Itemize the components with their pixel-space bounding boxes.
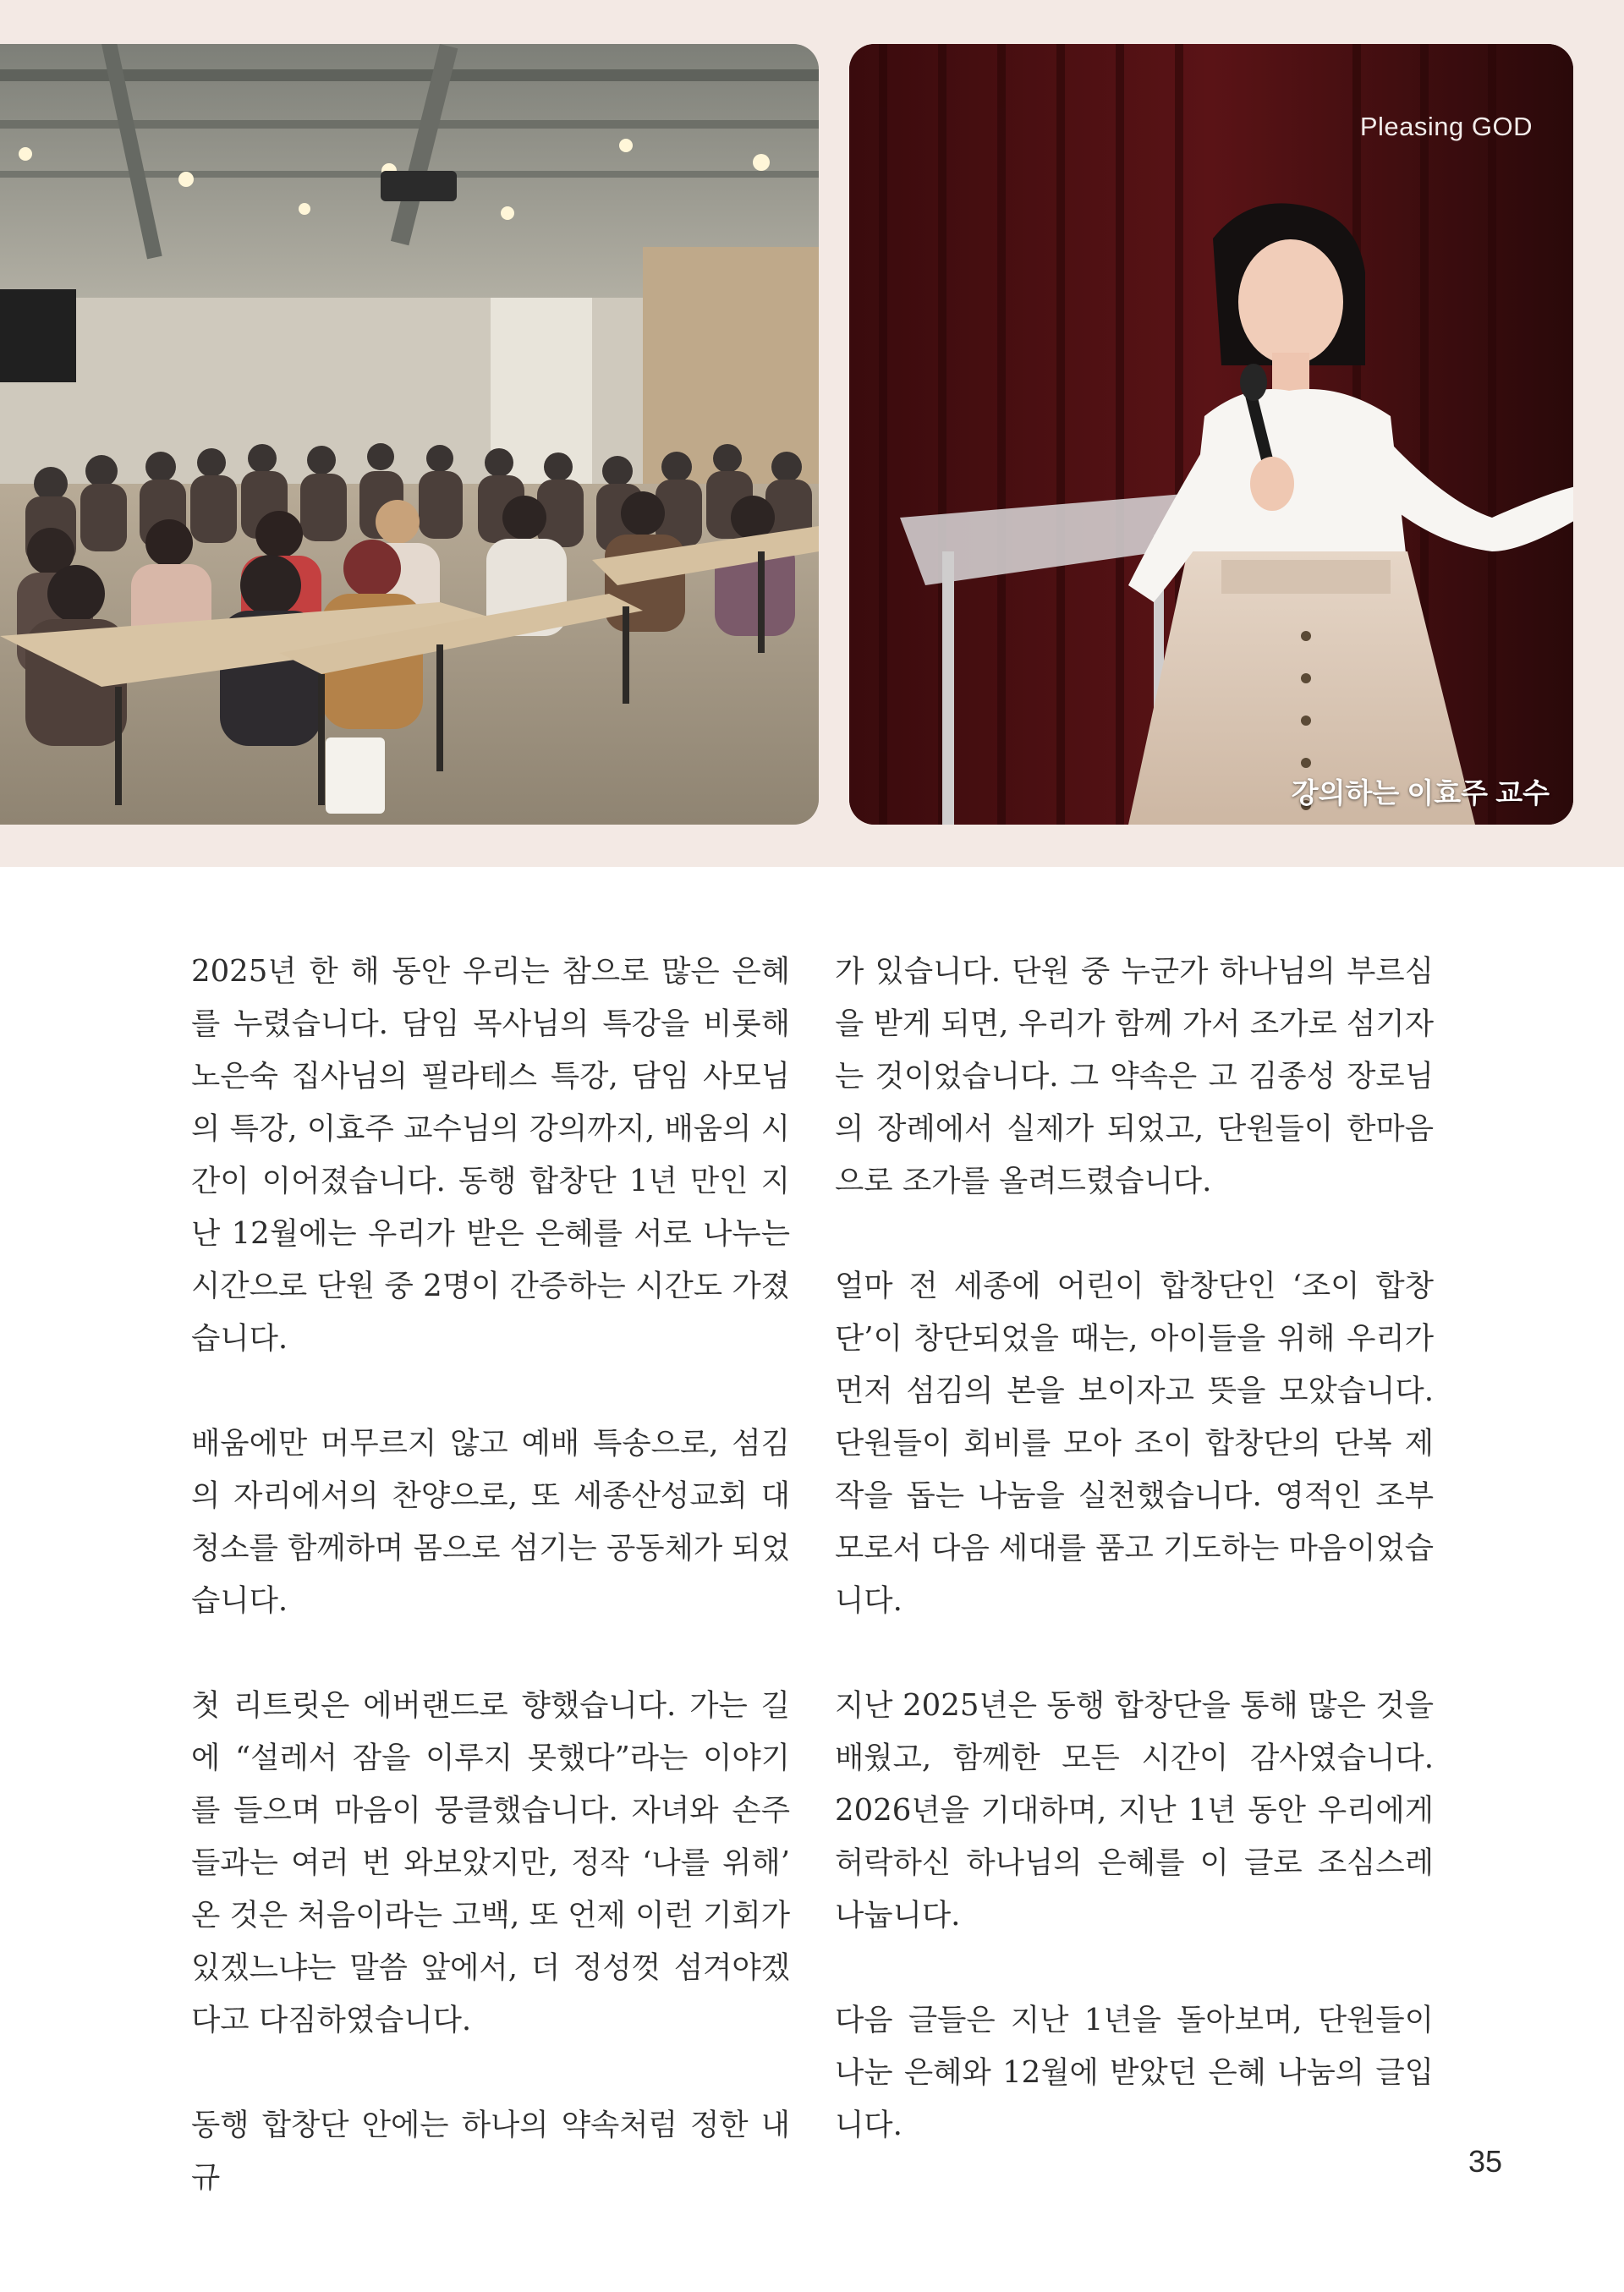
article-column-left	[191, 946, 790, 2204]
photo-caption: 강의하는 이효주 교수	[1291, 777, 1550, 809]
article-paragraph: 첫 리트릿은 에버랜드로 향했습니다. 가는 길에 “설레서 잠을 이루지 못했다”라는 이야기를 들으며 마음이 뭉클했습니다. 자녀와 손주들과는 여러 번 와보았지만, 정작 ‘나를 위해’ 온 것은 처음이라는 고백, 또 언제 이런 기회가 있겠느냐는 말씀 앞에서, 더 정성껏 섬겨야겠다고 다짐하였습니다.	[191, 1688, 790, 2037]
article-paragraph: 지난 2025년은 동행 합창단을 통해 많은 것을 배웠고, 함께한 모든 시간이 감사였습니다. 2026년을 기대하며, 지난 1년 동안 우리에게 허락하신 하나님의 은혜를 이 글로 조심스레 나눕니다.	[835, 1688, 1434, 1933]
article-paragraph: 가 있습니다. 단원 중 누군가 하나님의 부르심을 받게 되면, 우리가 함께 가서 조가로 섬기자는 것이었습니다. 그 약속은 고 김종성 장로님의 장례에서 실제가 되었고, 단원들이 한마음으로 조가를 올려드렸습니다.	[835, 954, 1434, 1198]
article-paragraph: 얼마 전 세종에 어린이 합창단인 ‘조이 합창단’이 창단되었을 때는, 아이들을 위해 우리가 먼저 섬김의 본을 보이자고 뜻을 모았습니다. 단원들이 회비를 모아 조이 합창단의 단복 제작을 돕는 나눔을 실천했습니다. 영적인 조부모로서 다음 세대를 품고 기도하는 마음이었습니다.	[835, 1269, 1434, 1618]
seminar-audience-photo	[0, 44, 819, 825]
section-tag: Pleasing GOD	[1359, 112, 1533, 141]
article-paragraph: 2025년 한 해 동안 우리는 참으로 많은 은혜를 누렸습니다. 담임 목사님의 특강을 비롯해 노은숙 집사님의 필라테스 특강, 담임 사모님의 특강, 이효주 교수님의 강의까지, 배움의 시간이 이어졌습니다. 동행 합창단 1년 만인 지난 12월에는 우리가 받은 은혜를 서로 나누는 시간으로 단원 중 2명이 간증하는 시간도 가졌습니다.	[191, 954, 790, 1356]
article-paragraph: 다음 글들은 지난 1년을 돌아보며, 단원들이 나눈 은혜와 12월에 받았던 은혜 나눔의 글입니다.	[835, 2003, 1434, 2142]
article-column-right	[835, 946, 1434, 2152]
article-paragraph: 동행 합창단 안에는 하나의 약속처럼 정한 내규	[191, 2108, 790, 2195]
article-paragraph: 배움에만 머무르지 않고 예배 특송으로, 섬김의 자리에서의 찬양으로, 또 세종산성교회 대청소를 함께하며 몸으로 섬기는 공동체가 되었습니다.	[191, 1426, 790, 1618]
lecturer-with-microphone-photo	[849, 44, 1573, 825]
page-number: 35	[1468, 2144, 1503, 2179]
